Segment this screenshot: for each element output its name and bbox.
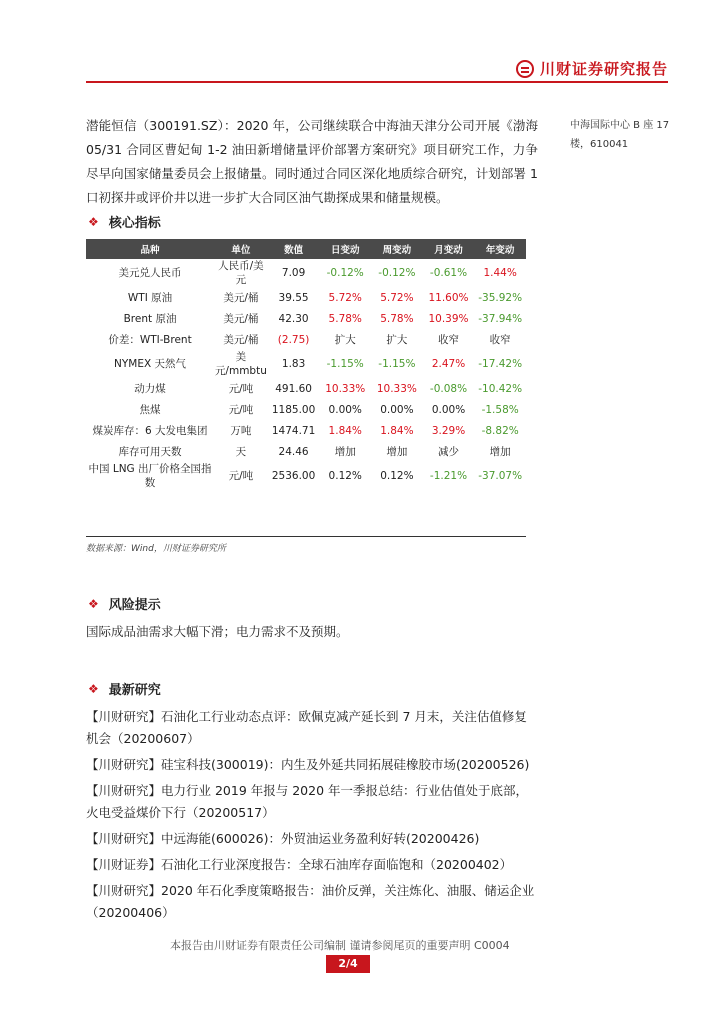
table-cell: 1474.71 bbox=[271, 424, 316, 437]
table-cell: 5.72% bbox=[380, 291, 414, 304]
research-item: 【川财研究】中远海能(600026)：外贸油运业务盈利好转(20200426) bbox=[86, 831, 480, 846]
table-cell: 元/吨 bbox=[228, 470, 254, 482]
column-header: 周变动 bbox=[371, 239, 423, 259]
table-cell: -8.82% bbox=[481, 424, 519, 437]
table-cell: -0.12% bbox=[326, 267, 364, 279]
table-cell: 11.60% bbox=[428, 291, 469, 304]
table-cell: 增加 bbox=[386, 445, 408, 458]
table-cell: 42.30 bbox=[278, 312, 309, 325]
table-cell: 减少 bbox=[438, 445, 459, 458]
table-cell: 焦煤 bbox=[139, 403, 161, 416]
research-item: 【川财研究】2020 年石化季度策略报告：油价反弹，关注炼化、油服、储运企业（20200406） bbox=[86, 883, 535, 920]
table-cell: 0.00% bbox=[431, 403, 466, 416]
column-header: 月变动 bbox=[423, 239, 475, 259]
table-cell: 5.78% bbox=[328, 312, 362, 325]
table-cell: 10.33% bbox=[325, 382, 366, 395]
column-header: 单位 bbox=[214, 239, 268, 259]
table-cell: 煤炭库存：6 大发电集团 bbox=[92, 424, 208, 437]
table-row bbox=[86, 308, 526, 329]
table-cell: 5.72% bbox=[328, 291, 362, 304]
table-row bbox=[86, 287, 526, 308]
table-cell: 39.55 bbox=[278, 291, 309, 304]
core-metrics-title: 核心指标 bbox=[108, 216, 161, 231]
risk-title: 风险提示 bbox=[108, 598, 161, 613]
table-cell: NYMEX 天然气 bbox=[114, 358, 187, 370]
table-cell: 动力煤 bbox=[134, 382, 166, 395]
table-cell: -1.58% bbox=[481, 403, 519, 416]
table-cell: 扩大 bbox=[334, 333, 356, 346]
core-metrics-table bbox=[86, 239, 526, 490]
table-cell: 1.84% bbox=[380, 424, 414, 437]
column-header: 日变动 bbox=[319, 239, 371, 259]
table-row bbox=[86, 259, 526, 287]
table-cell: 美元/桶 bbox=[223, 333, 259, 346]
table-header-row bbox=[86, 239, 526, 259]
table-cell: 中国 LNG 出厂价格全国指数 bbox=[88, 463, 212, 489]
footer-disclaimer: 本报告由川财证券有限责任公司编制 谨请参阅尾页的重要声明 C0004 bbox=[170, 939, 510, 952]
diamond-bullet-icon: ❖ bbox=[88, 214, 99, 229]
table-cell: 0.00% bbox=[380, 403, 414, 416]
research-item: 【川财研究】电力行业 2019 年报与 2020 年一季报总结：行业估值处于底部，火电受益煤价下行（20200517） bbox=[86, 783, 529, 820]
table-cell: 0.00% bbox=[328, 403, 362, 416]
data-source-note: 数据来源：Wind，川财证券研究所 bbox=[86, 544, 226, 554]
core-metrics-heading bbox=[88, 212, 161, 231]
table-cell: 美元兑人民币 bbox=[118, 267, 182, 279]
table-cell: -37.07% bbox=[478, 470, 523, 482]
table-cell: 491.60 bbox=[275, 382, 312, 395]
table-cell: 收窄 bbox=[438, 333, 459, 346]
table-cell: 1185.00 bbox=[271, 403, 316, 416]
table-cell: 元/吨 bbox=[228, 382, 254, 395]
table-cell: -1.15% bbox=[326, 358, 364, 370]
header-rule bbox=[86, 81, 668, 83]
table-cell: 3.29% bbox=[431, 424, 466, 437]
table-cell: -1.21% bbox=[429, 470, 468, 482]
column-header: 数值 bbox=[268, 239, 320, 259]
table-cell: 库存可用天数 bbox=[118, 445, 182, 458]
table-cell: -0.12% bbox=[378, 267, 416, 279]
table-cell: 美元/mmbtu bbox=[214, 351, 267, 377]
table-cell: 7.09 bbox=[281, 267, 306, 279]
table-cell: -35.92% bbox=[478, 291, 523, 304]
table-row bbox=[86, 350, 526, 378]
page-header bbox=[86, 52, 668, 82]
latest-research-heading bbox=[88, 679, 161, 698]
table-row bbox=[86, 329, 526, 350]
table-cell: -1.15% bbox=[378, 358, 416, 370]
table-cell: 美元/桶 bbox=[223, 291, 259, 304]
table-cell: 收窄 bbox=[489, 333, 511, 346]
table-cell: 1.83 bbox=[281, 358, 306, 370]
table-cell: -17.42% bbox=[478, 358, 523, 370]
table-cell: 10.33% bbox=[376, 382, 417, 395]
chuancai-logo-icon bbox=[516, 60, 534, 78]
table-cell: 增加 bbox=[489, 445, 511, 458]
table-cell: 0.12% bbox=[328, 470, 362, 482]
header-brand bbox=[516, 58, 668, 79]
table-cell: 元/吨 bbox=[228, 403, 254, 416]
page-number: 2/4 bbox=[326, 955, 370, 973]
table-row bbox=[86, 462, 526, 490]
brand-name: 川财证券研究报告 bbox=[539, 60, 668, 78]
research-list bbox=[86, 706, 538, 928]
table-cell: 增加 bbox=[334, 445, 356, 458]
table-cell: -10.42% bbox=[478, 382, 523, 395]
risk-heading bbox=[88, 594, 161, 613]
table-cell: Brent 原油 bbox=[123, 312, 177, 325]
table-cell: 万吨 bbox=[230, 424, 252, 437]
table-cell: 扩大 bbox=[386, 333, 408, 346]
column-header: 年变动 bbox=[474, 239, 526, 259]
table-bottom-rule bbox=[86, 536, 526, 537]
table-cell: -37.94% bbox=[478, 312, 523, 325]
table-cell: 24.46 bbox=[278, 445, 309, 458]
table-cell: (2.75) bbox=[277, 333, 310, 346]
table-cell: 天 bbox=[235, 445, 247, 458]
table-cell: 美元/桶 bbox=[223, 312, 259, 325]
table-cell: -0.61% bbox=[429, 267, 468, 279]
diamond-bullet-icon: ❖ bbox=[88, 681, 99, 696]
research-item: 【川财研究】硅宝科技(300019)：内生及外延共同拓展硅橡胶市场(20200526) bbox=[86, 757, 530, 772]
table-body bbox=[86, 259, 526, 490]
table-cell: 1.84% bbox=[328, 424, 362, 437]
table-cell: WTI 原油 bbox=[127, 291, 173, 304]
table-row bbox=[86, 420, 526, 441]
diamond-bullet-icon: ❖ bbox=[88, 596, 99, 611]
table-row bbox=[86, 441, 526, 462]
table-cell: 1.44% bbox=[483, 267, 517, 279]
latest-research-title: 最新研究 bbox=[108, 683, 161, 698]
table-row bbox=[86, 399, 526, 420]
sidebar-address: 中海国际中心 B 座 17 楼，610041 bbox=[570, 120, 670, 150]
table-cell: -0.08% bbox=[429, 382, 468, 395]
table-cell: 5.78% bbox=[380, 312, 414, 325]
table-cell: 2.47% bbox=[431, 358, 466, 370]
intro-paragraph: 潜能恒信（300191.SZ）：2020 年，公司继续联合中海油天津分公司开展《渤海05/31 合同区曹妃甸 1-2 油田新增储量评价部署方案研究》项目研究工作，力争尽早向国家储量委员会上报储量。同时通过合同区深化地质综合研究，计划部署 1 口初探井或评价井以进一步扩大合同区油气勘探成果和储量规模。 bbox=[86, 118, 538, 205]
table-row bbox=[86, 378, 526, 399]
table-cell: 价差：WTI-Brent bbox=[108, 333, 192, 346]
table-cell: 10.39% bbox=[428, 312, 469, 325]
column-header: 品种 bbox=[86, 239, 214, 259]
table-cell: 人民币/美元 bbox=[218, 260, 264, 286]
research-item: 【川财研究】石油化工行业动态点评：欧佩克减产延长到 7 月末，关注估值修复机会（20200607） bbox=[86, 709, 527, 746]
risk-text: 国际成品油需求大幅下滑；电力需求不及预期。 bbox=[86, 624, 349, 639]
research-item: 【川财证券】石油化工行业深度报告：全球石油库存面临饱和（20200402） bbox=[86, 857, 513, 872]
table-cell: 2536.00 bbox=[271, 470, 316, 482]
table-cell: 0.12% bbox=[380, 470, 414, 482]
